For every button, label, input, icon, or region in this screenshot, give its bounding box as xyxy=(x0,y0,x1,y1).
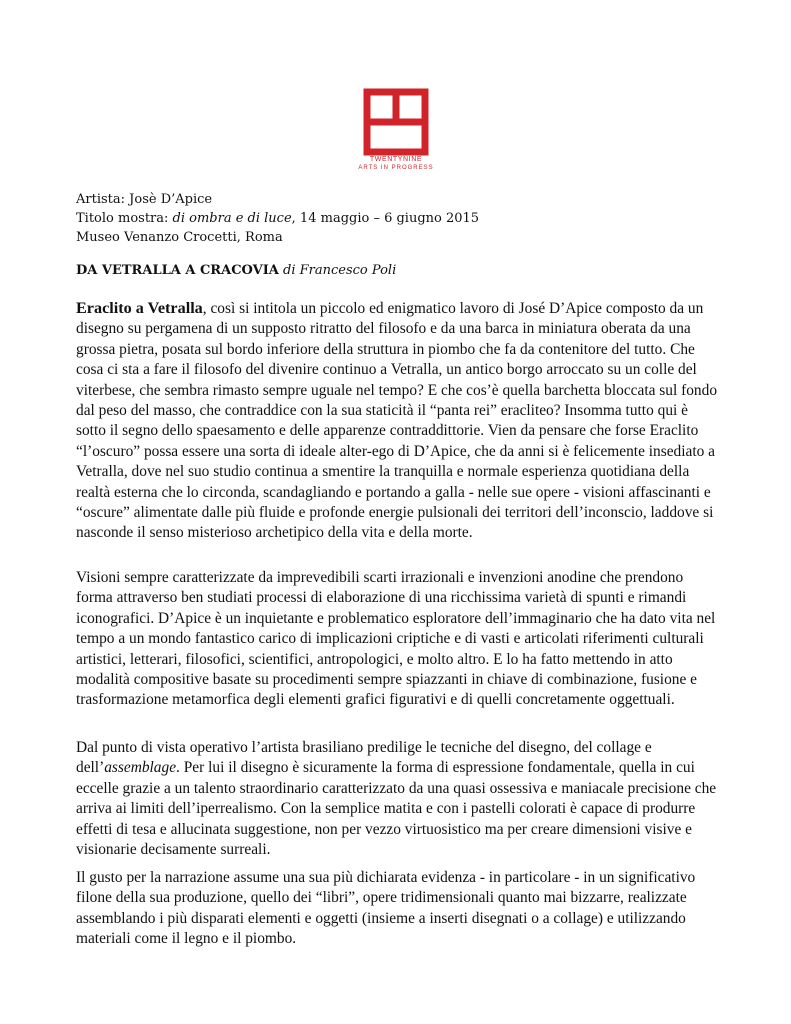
title-line xyxy=(76,209,716,228)
logo-brand: TWENTYNINE xyxy=(369,156,423,163)
exhibition-title: di ombra e di luce xyxy=(172,211,292,226)
paragraph-1-lead: Eraclito a Vetralla xyxy=(76,299,203,317)
exhibition-dates: , 14 maggio – 6 giugno 2015 xyxy=(291,211,480,226)
twentynine-logo xyxy=(340,88,452,178)
artist-name: Josè D’Apice xyxy=(129,192,213,207)
title-label: Titolo mostra: xyxy=(76,211,169,226)
venue-line: Museo Venanzo Crocetti, Roma xyxy=(76,230,283,245)
paragraph-1-text: , così si intitola un piccolo ed enigmatico lavoro di José D’Apice composto da un disegno su pergamena di un supposto ritratto del filosofo e da una barca in miniatura oberata da una grossa pietra, posata sul bordo inferiore della struttura in piombo che fa da contenitore del tutto. Che cosa ci sta a fare il filosofo del divenire continuo a Vetralla, un antico borgo arroccato su un colle del viterbese, che sembra rimasto sempre uguale nel tempo? E che cos’è quella barchetta bloccata sul fondo dal peso del masso, che contraddice con la sua staticità il “panta rei” eracliteo? Insomma tutto qui è sotto il segno dello spaesamento e delle apparenze contraddittorie. Vien da pensare che forse Eraclito “l’oscuro” possa essere una sorta di ideale alter-ego di D’Apice, che da anni si è felicemente insediato a Vetralla, dove nel suo studio continua a smentire la tranquilla e normale esperienza quotidiana della realtà esterna che lo circonda, scandagliando e portando a galla - nelle sue opere - visioni affascinanti e “oscure” alimentate dalle più fluide e profonde energie pulsionali dei territori dell’inconscio, laddove si nasconde il senso misterioso archetipico della vita e della morte. xyxy=(76,300,718,542)
exhibition-info xyxy=(76,190,716,247)
logo-tagline: ARTS IN PROGRESS xyxy=(358,165,434,171)
paragraph-2: Visioni sempre caratterizzate da imprevedibili scarti irrazionali e invenzioni anodine che prendono forma attraverso ben studiati processi di elaborazione di una ricchissima varietà di spunti e rimandi iconografici. D’Apice è un inquietante e problematico esploratore dell’immaginario che ha dato vita nel tempo a un mondo fantastico carico di implicazioni criptiche e di vasti e articolati riferimenti culturali artistici, letterari, filosofici, scientifici, antropologici, e molto altro. E lo ha fatto mettendo in atto modalità compositive basate su procedimenti sempre spiazzanti in chiave di combinazione, fusione e trasformazione metamorfica degli elementi grafici figurativi e di quelli concretamente oggettuali. xyxy=(76,569,716,709)
article-byline: di Francesco Poli xyxy=(283,263,397,278)
logo-mark-icon xyxy=(340,88,452,156)
artist-label: Artista: xyxy=(76,192,126,207)
paragraph-3 xyxy=(76,738,718,860)
paragraph-1 xyxy=(76,298,718,544)
paragraph-3-text-a: Dal punto di vista operativo l’artista brasiliano predilige le tecniche del disegno, del collage e dell’ xyxy=(76,739,652,777)
paragraph-4: Il gusto per la narrazione assume una sua più dichiarata evidenza - in particolare - in un significativo filone della sua produzione, quello dei “libri”, opere tridimensionali quanto mai bizzarre, realizzate assemblando i più disparati elementi e oggetti (insieme a inserti disegnati o a collage) e utilizzando materiali come il legno e il piombo. xyxy=(76,869,696,948)
paragraph-3-italic: assemblage xyxy=(104,759,177,777)
article-heading xyxy=(76,262,716,280)
paragraph-3-text-b: . Per lui il disegno è sicuramente la forma di espressione fondamentale, quella in cui eccelle grazie a un talento straordinario caratterizzato da una quasi ossessiva e maniacale precisione che arriva ai limiti dell’iperrealismo. Con la semplice matita e con i pastelli colorati è capace di produrre effetti di tesa e allucinata suggestione, non per vezzo virtuosistico ma per creare dimensioni visive e visionarie decisamente surreali. xyxy=(76,759,717,859)
article-title: DA VETRALLA A CRACOVIA xyxy=(76,263,279,278)
artist-line xyxy=(76,190,716,209)
